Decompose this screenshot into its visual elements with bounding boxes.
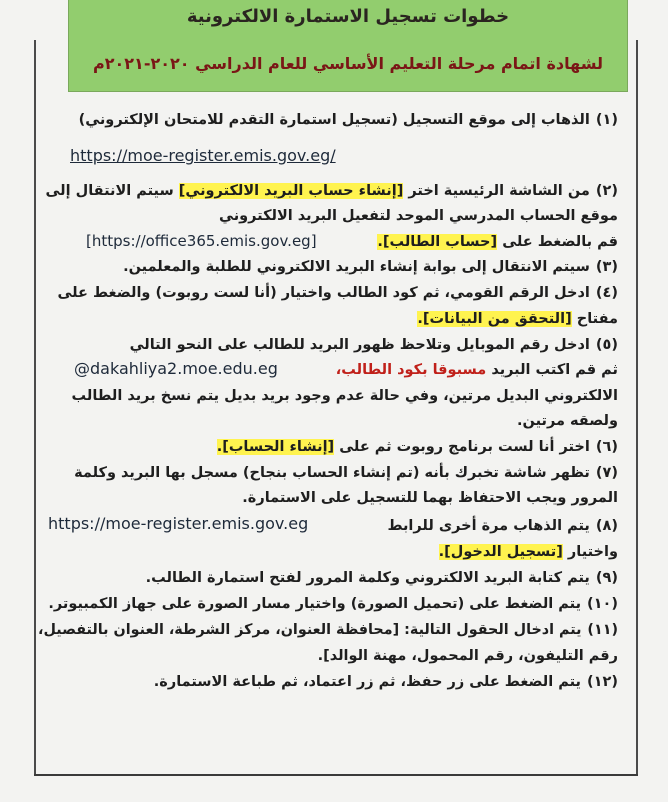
step-number: (٨) — [595, 518, 618, 534]
student-code-note: مسبوقا بكود الطالب، — [335, 362, 487, 378]
step-text: اختر أنا لست برنامج روبوت ثم على — [339, 439, 590, 455]
step-number: (١٢) — [587, 674, 618, 690]
step-7-line-2: المرور ويجب الاحتفاظ بهما للتسجيل على الاستمارة. — [242, 490, 618, 506]
step-text: تظهر شاشة تخبرك بأنه (تم إنشاء الحساب بنجاح) مسجل بها البريد وكلمة — [74, 465, 590, 481]
step-7 — [74, 463, 618, 483]
step-number: (١٠) — [587, 596, 618, 612]
highlight-create-account: [إنشاء الحساب]. — [216, 439, 335, 455]
step-number: (٥) — [595, 337, 618, 353]
step-text: الذهاب إلى موقع التسجيل (تسجيل استمارة التقدم للامتحان الإلكتروني) — [78, 112, 590, 128]
step-number: (٤) — [595, 285, 618, 301]
step-number: (٧) — [595, 465, 618, 481]
step-text: مفتاح — [576, 311, 618, 327]
step-text: ثم قم اكتب البريد — [491, 362, 618, 378]
step-5-line-3: الالكتروني البديل مرتين، وفي حالة عدم وجود بريد بديل يتم نسخ بريد الطالب — [71, 388, 618, 404]
step-text: من الشاشة الرئيسية اختر — [408, 183, 590, 199]
step-9 — [146, 568, 618, 588]
header-subtitle: لشهادة اتمام مرحلة التعليم الأساسي للعام الدراسي ٢٠٢٠-٢٠٢١م — [93, 54, 603, 73]
step-2-line-3 — [377, 232, 618, 252]
step-number: (٦) — [595, 439, 618, 455]
step-4 — [57, 283, 618, 303]
step-5-line-4: ولصقه مرتين. — [517, 413, 618, 429]
step-text: يتم كتابة البريد الالكتروني وكلمة المرور لفتح استمارة الطالب. — [145, 570, 590, 586]
step-12 — [154, 672, 618, 692]
step-5-line-2 — [336, 360, 618, 380]
step-2-line-2: موقع الحساب المدرسي الموحد لتفعيل البريد الالكتروني — [219, 208, 618, 224]
step-8 — [387, 516, 618, 536]
step-text: سيتم الانتقال إلى بوابة إنشاء البريد الالكتروني للطلبة والمعلمين. — [123, 259, 590, 275]
step-5 — [130, 335, 618, 355]
step-1 — [79, 110, 618, 130]
step-number: (١١) — [587, 622, 618, 638]
step-text-continued: سيتم الانتقال إلى — [45, 183, 174, 199]
step-text: يتم الضغط على (تحميل الصورة) واختيار مسار الصورة على جهاز الكمبيوتر. — [48, 596, 582, 612]
step-text: يتم ادخال الحقول التالية: [محافظة العنوان، مركز الشرطة، العنوان بالتفصيل، — [38, 622, 582, 638]
email-domain: @dakahliya2.moe.edu.eg — [74, 359, 278, 378]
step-8-line-2 — [439, 542, 618, 562]
highlight-verify-data: [التحقق من البيانات]. — [417, 311, 572, 327]
step-number: (١) — [595, 112, 618, 128]
highlight-login: [تسجيل الدخول]. — [438, 544, 563, 560]
step-text: يتم الذهاب مرة أخرى للرابط — [387, 518, 590, 534]
step-text: ادخل رقم الموبايل وتلاحظ ظهور البريد للطالب على النحو التالي — [129, 337, 590, 353]
step-text: واختيار — [567, 544, 618, 560]
step-2 — [45, 181, 618, 201]
office365-link[interactable]: [https://office365.emis.gov.eg] — [86, 232, 317, 250]
step-text: قم بالضغط على — [502, 234, 618, 250]
step-11 — [38, 620, 618, 640]
step-number: (٢) — [595, 183, 618, 199]
step-11-line-2: رقم التليفون، رقم المحمول، مهنة الوالد]. — [317, 648, 618, 664]
header-title: خطوات تسجيل الاستمارة الالكترونية — [186, 6, 510, 27]
step-4-line-2 — [417, 309, 618, 329]
register-link[interactable]: https://moe-register.emis.gov.eg/ — [70, 146, 336, 165]
step-text: يتم الضغط على زر حفظ، ثم زر اعتماد، ثم طباعة الاستمارة. — [153, 674, 582, 690]
step-10 — [48, 594, 618, 614]
step-text: ادخل الرقم القومي، ثم كود الطالب واختيار (أنا لست روبوت) والضغط على — [57, 285, 590, 301]
highlight-create-email: [إنشاء حساب البريد الالكتروني] — [178, 183, 404, 199]
step-6 — [217, 437, 618, 457]
step-3 — [123, 257, 618, 277]
highlight-student-account: [حساب الطالب]. — [377, 234, 498, 250]
step-number: (٩) — [595, 570, 618, 586]
register-link-again[interactable]: https://moe-register.emis.gov.eg — [48, 514, 309, 533]
step-number: (٣) — [595, 259, 618, 275]
